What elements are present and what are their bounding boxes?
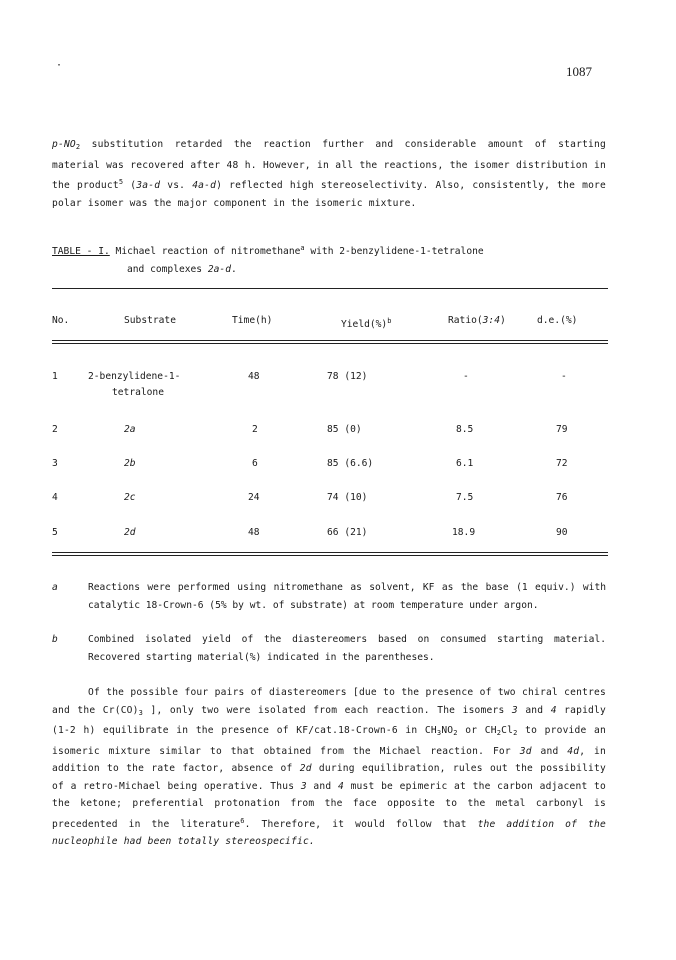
table-header-rule [52, 340, 608, 344]
footnote-mark: a [52, 582, 58, 593]
footnote-mark: b [52, 634, 58, 645]
header-no: No. [52, 315, 70, 326]
top-mark: · [56, 60, 63, 71]
paragraph-discussion: Of the possible four pairs of diastereomers [due to the presence of two chiral centres and the $Cr(CO)_3$ ], only two were isolated from each reaction. The isomers 3 and 4 rapidly (1-2 h) equilibrate in the presence of KF/cat.18-Crown-6 in $CH_3NO_2$ or $CH_2Cl_2$ to provide an isomeric mixture similar to that obtained from the Michael reaction. For 3d and 4d, in addition to the rate factor, absence of 2d during equilibration, rules out the possibility of a retro-Michael being operative. Thus 3 and 4 must be epimeric at the carbon adjacent to the ketone; preferential protonation from the face opposite to the metal carbonyl is precedented in the literature$^6$. Therefore, it would follow that the addition of the nucleophile had been totally stereospecific. [52, 687, 607, 847]
table-bottom-rule [52, 552, 608, 556]
footnote-text: Combined isolated yield of the diastereomers based on consumed starting material. Recovered starting material(%) indicated in the parentheses. [88, 634, 606, 663]
header-time: Time(h) [232, 315, 273, 326]
table-label: TABLE - I. [52, 246, 110, 257]
paragraph-intro: $p-NO_2$ substitution retarded the reaction further and considerable amount of starting material was recovered after 48 h. However, in all the reactions, the isomer distribution in the product$^5$ (3a-d vs. 4a-d) reflected high stereoselectivity. Also, consistently, the more polar isomer was the major component in the isomeric mixture. [52, 139, 607, 209]
table-caption: TABLE - I. Michael reaction of nitromethane$^a$ with 2-benzylidene-1-tetralone and complexes 2a-d. [52, 244, 484, 275]
page-number: 1087 [566, 64, 592, 79]
header-ratio: Ratio(3:4) [448, 315, 506, 326]
header-yield: Yield(%)$^b$ [341, 317, 392, 330]
header-substrate: Substrate [124, 315, 176, 326]
footnote-text: Reactions were performed using nitromethane as solvent, KF as the base (1 equiv.) with catalytic 18-Crown-6 (5% by wt. of substrate) at room temperature under argon. [88, 582, 606, 611]
table-top-rule [52, 288, 608, 289]
header-de: d.e.(%) [537, 315, 578, 326]
